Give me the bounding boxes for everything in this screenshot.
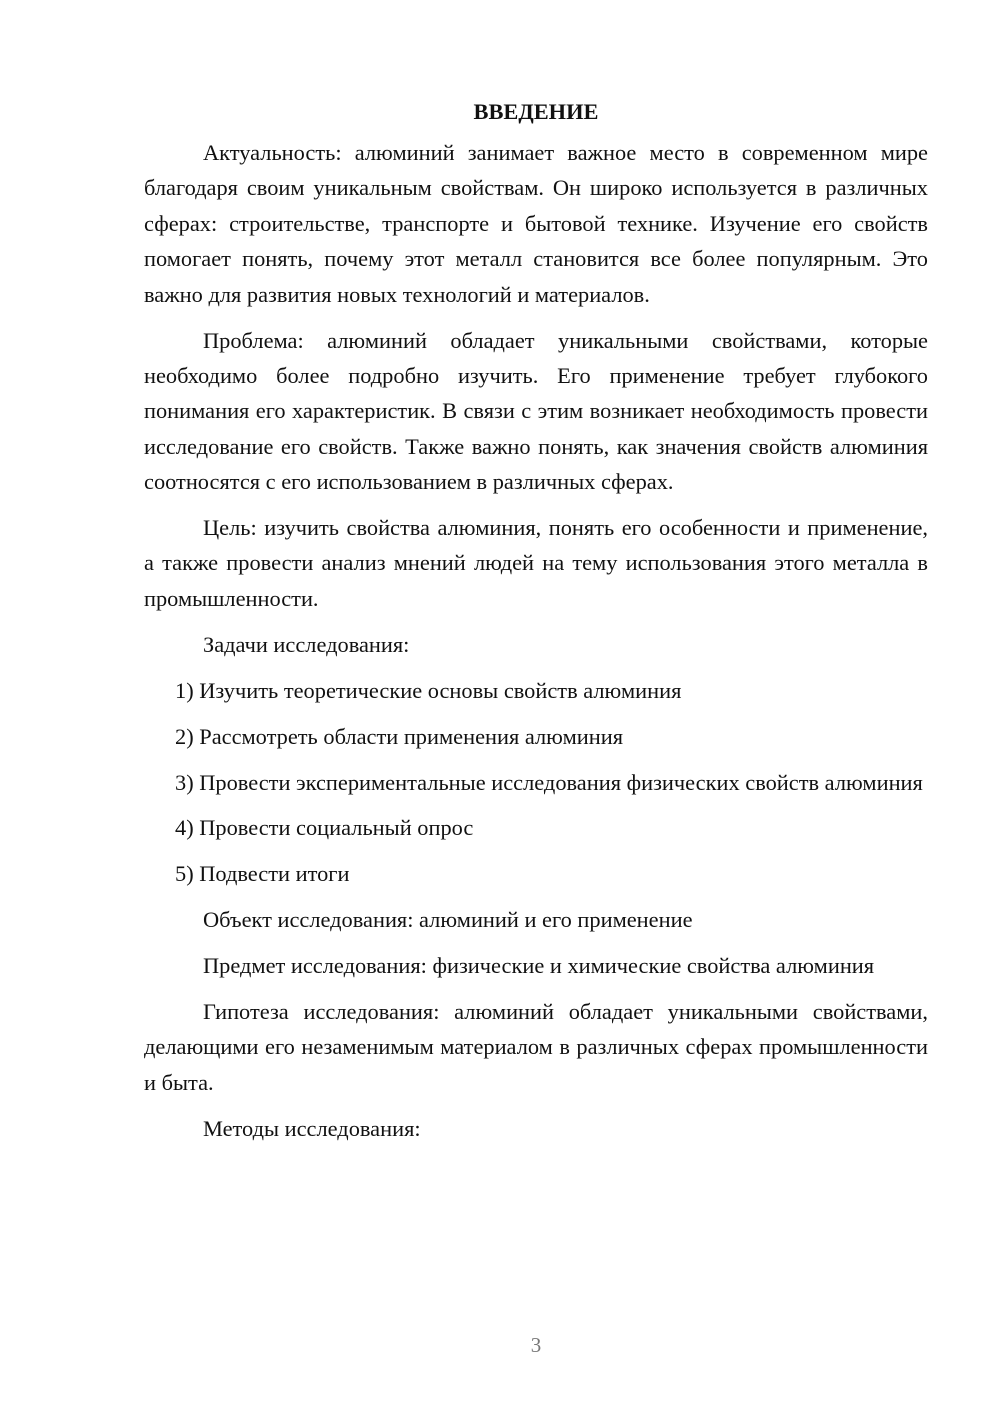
paragraph-goal: Цель: изучить свойства алюминия, понять его особенности и применение, а также провести анализ мнений людей на тему использования этого металла в промышленности. bbox=[144, 515, 928, 611]
task-item-5: 5) Подвести итоги bbox=[175, 861, 350, 887]
tasks-heading: Задачи исследования: bbox=[203, 631, 410, 657]
page-title: ВВЕДЕНИЕ bbox=[473, 99, 599, 124]
paragraph-hypothesis: Гипотеза исследования: алюминий обладает уникальными свойствами, делающими его незаменимым материалом в различных сферах промышленности и быта. bbox=[144, 999, 928, 1095]
paragraph-object: Объект исследования: алюминий и его применение bbox=[203, 907, 693, 933]
methods-heading: Методы исследования: bbox=[203, 1115, 421, 1141]
task-item-1: 1) Изучить теоретические основы свойств алюминия bbox=[175, 677, 682, 703]
paragraph-relevance: Актуальность: алюминий занимает важное место в современном мире благодаря своим уникальным свойствам. Он широко используется в различных сферах: строительстве, транспорте и бытовой технике. Изучение его свойств помогает понять, почему этот металл становится все более популярным. Это важно для развития новых технологий и материалов. bbox=[144, 140, 928, 307]
page-number: 3 bbox=[530, 1333, 542, 1357]
paragraph-subject: Предмет исследования: физические и химические свойства алюминия bbox=[203, 953, 875, 979]
task-item-2: 2) Рассмотреть области применения алюминия bbox=[175, 723, 624, 749]
page-content bbox=[144, 94, 928, 1157]
paragraph-problem: Проблема: алюминий обладает уникальными свойствами, которые необходимо более подробно изучить. Его применение требует глубокого понимания его характеристик. В связи с этим возникает необходимость провести исследование его свойств. Также важно понять, как значения свойств алюминия соотносятся с его использованием в различных сферах. bbox=[144, 327, 928, 495]
task-item-3: 3) Провести экспериментальные исследования физических свойств алюминия bbox=[175, 769, 923, 795]
task-item-4: 4) Провести социальный опрос bbox=[175, 815, 474, 841]
